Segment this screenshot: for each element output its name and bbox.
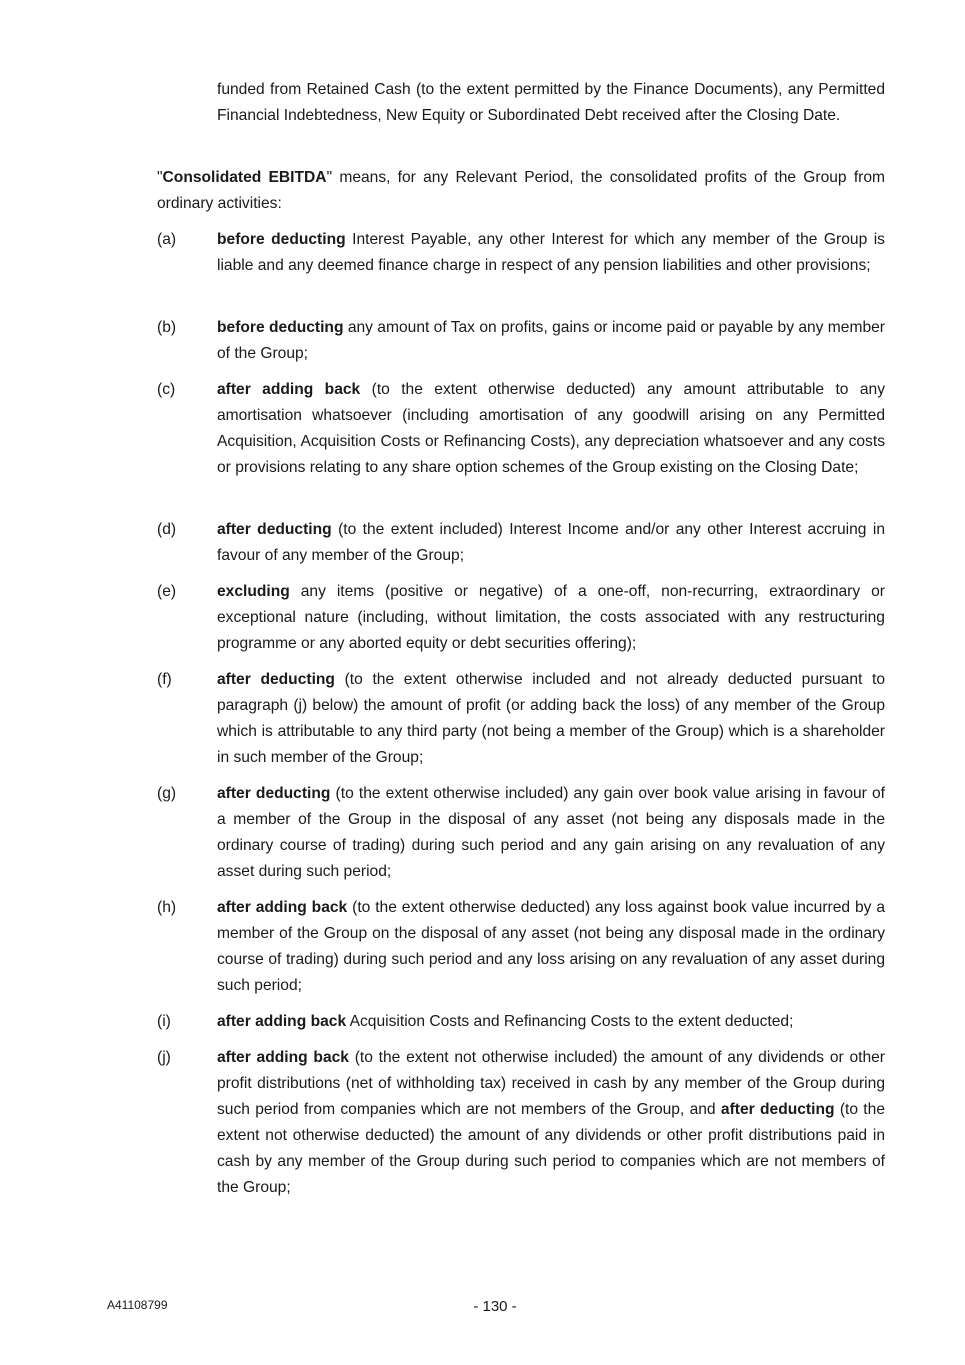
list-item	[217, 227, 885, 279]
item-bold-lead: before deducting	[217, 319, 344, 336]
item-text: (to the extent not otherwise included) the amount of any dividends or other profit distributions (net of withholding tax) received in cash by any member of the Group during such period from companies which are not members of the Group, and	[217, 1049, 885, 1118]
item-label: (b)	[157, 319, 177, 336]
list-item	[217, 667, 885, 771]
item-label: (a)	[157, 231, 177, 248]
item-text: (to the extent otherwise included and not already deducted pursuant to paragraph (j) below) the amount of profit (or adding back the loss) of any member of the Group which is attributable to any third party (not being a member of the Group) which is a shareholder in such member of the Group;	[217, 671, 885, 766]
item-label: (j)	[157, 1049, 171, 1066]
definition-paragraph	[157, 165, 885, 217]
item-bold-lead: after deducting	[217, 785, 331, 802]
definition-rest: " means, for any Relevant Period, the consolidated profits of the Group from ordinary activities:	[157, 169, 886, 212]
intro-text: funded from Retained Cash (to the extent permitted by the Finance Documents), any Permitted Financial Indebtedness, New Equity or Subordinated Debt received after the Closing Date.	[217, 81, 885, 124]
item-bold-lead: after deducting	[217, 521, 332, 538]
item-bold-lead: after adding back	[217, 899, 348, 916]
list-item	[217, 781, 885, 885]
item-bold-lead: after adding back	[217, 1013, 347, 1030]
item-text: any amount of Tax on profits, gains or income paid or payable by any member of the Group;	[217, 319, 885, 362]
list-item	[217, 517, 885, 569]
page-number: - 130 -	[473, 1298, 517, 1315]
item-text: (to the extent included) Interest Income and/or any other Interest accruing in favour of any member of the Group;	[217, 521, 885, 564]
item-bold-lead: before deducting	[217, 231, 346, 248]
list-item	[217, 315, 885, 367]
item-label: (d)	[157, 521, 177, 538]
item-text: any items (positive or negative) of a one-off, non-recurring, extraordinary or exceptional nature (including, without limitation, the costs associated with any restructuring programme or any aborted equity or debt securities offering);	[217, 583, 885, 652]
item-text: Interest Payable, any other Interest for which any member of the Group is liable and any deemed finance charge in respect of any pension liabilities and other provisions;	[217, 231, 885, 274]
item-bold-lead: excluding	[217, 583, 290, 600]
item-text-second: (to the extent not otherwise deducted) the amount of any dividends or other profit distributions paid in cash by any member of the Group during such period to companies which are not members of the Group;	[217, 1101, 885, 1196]
item-label: (c)	[157, 381, 176, 398]
item-text: Acquisition Costs and Refinancing Costs to the extent deducted;	[346, 1013, 794, 1030]
item-label: (e)	[157, 583, 177, 600]
list-item	[217, 1045, 885, 1201]
item-label: (g)	[157, 785, 177, 802]
list-item	[217, 1009, 885, 1035]
definition-open-quote: "	[157, 169, 163, 186]
item-text: (to the extent otherwise deducted) any loss against book value incurred by a member of the Group on the disposal of any asset (not being any disposal made in the ordinary course of trading) during such period and any loss arising on any revaluation of any asset during such period;	[217, 899, 885, 994]
item-bold-lead: after deducting	[217, 671, 335, 688]
item-bold-lead: after adding back	[217, 1049, 349, 1066]
item-bold-lead: after adding back	[217, 381, 361, 398]
item-label: (i)	[157, 1013, 171, 1030]
definition-term: Consolidated EBITDA	[162, 169, 327, 186]
item-text: (to the extent otherwise deducted) any amount attributable to any amortisation whatsoever (including amortisation of any goodwill arising on any Permitted Acquisition, Acquisition Costs or Refinancing Costs), any depreciation whatsoever and any costs or provisions relating to any share option schemes of the Group existing on the Closing Date;	[217, 381, 885, 476]
intro-paragraph	[217, 77, 885, 129]
item-text: (to the extent otherwise included) any gain over book value arising in favour of a member of the Group in the disposal of any asset (not being any disposals made in the ordinary course of trading) during such period and any gain arising on any revaluation of any asset during such period;	[217, 785, 885, 880]
list-item	[217, 895, 885, 999]
item-label: (h)	[157, 899, 177, 916]
list-item	[217, 579, 885, 657]
document-reference: A41108799	[107, 1298, 168, 1312]
list-item	[217, 377, 885, 481]
item-bold-second: after deducting	[720, 1101, 835, 1118]
item-label: (f)	[157, 671, 172, 688]
